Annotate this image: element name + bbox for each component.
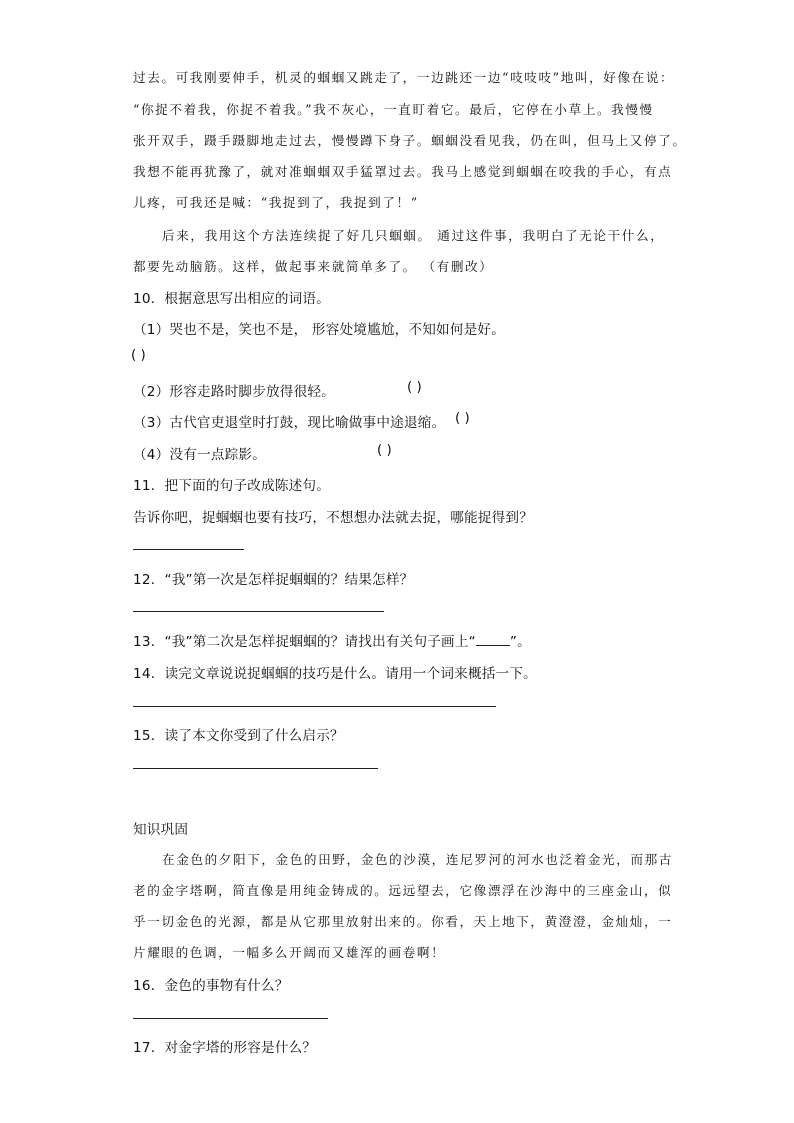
question-16-title: 16．金色的事物有什么？ (133, 978, 289, 994)
story-line: 我想不能再犹豫了，就对准蝈蝈双手猛罩过去。我马上感觉到蝈蝈在咬我的手心，有点 (133, 164, 673, 179)
answer-paren[interactable]: ( ) (131, 348, 146, 363)
question-10-title: 10．根据意思写出相应的词语。 (133, 291, 331, 307)
question-11-title: 11．把下面的句子改成陈述句。 (133, 478, 331, 494)
passage-line: 乎一切金色的光源，都是从它那里放射出来的。你看，天上地下，黄澄澄，金灿灿，一 (133, 914, 673, 929)
question-10-item-2: （2）形容走路时脚步放得很轻。 (133, 384, 335, 400)
question-13-title-a: 13．“我”第二次是怎样捉蝈蝈的？请找出有关句子画上“ (133, 634, 476, 650)
question-14-title: 14．读完文章说说捉蝈蝈的技巧是什么。请用一个词来概括一下。 (133, 666, 537, 682)
question-17-title: 17．对金字塔的形容是什么？ (133, 1040, 317, 1056)
answer-line[interactable] (133, 1018, 328, 1019)
story-line: 过去。可我刚要伸手，机灵的蝈蝈又跳走了，一边跳还一边“吱吱吱”地叫，好像在说： (133, 70, 675, 85)
answer-paren[interactable]: ( ) (455, 411, 470, 426)
answer-paren[interactable]: ( ) (377, 443, 392, 458)
question-15-title: 15．读了本文你受到了什么启示？ (133, 728, 344, 744)
story-line: 后来，我用这个方法连续捉了好几只蝈蝈。 通过这件事，我明白了无论干什么， (162, 228, 665, 243)
question-13-title (133, 630, 531, 650)
question-11-sentence: 告诉你吧，捉蝈蝈也要有技巧，不想想办法就去捉，哪能捉得到？ (133, 510, 534, 526)
story-line: 儿疼，可我还是喊：“我捉到了，我捉到了！” (133, 195, 419, 210)
question-13-title-b: ”。 (509, 634, 531, 650)
answer-line[interactable] (133, 706, 496, 707)
inline-blank[interactable] (476, 633, 510, 646)
question-10-item-4: （4）没有一点踪影。 (133, 447, 266, 463)
passage-line: 片耀眼的色调，一幅多么开阔而又雄浑的画卷啊！ (133, 945, 446, 960)
question-12-title: 12．“我”第一次是怎样捉蝈蝈的？结果怎样？ (133, 572, 414, 588)
section-heading: 知识巩固 (133, 822, 189, 838)
story-line: 张开双手，蹑手蹑脚地走过去，慢慢蹲下身子。蝈蝈没看见我，仍在叫，但马上又停了。 (133, 133, 687, 148)
story-line: 都要先动脑筋。这样，做起事来就简单多了。 （有删改） (133, 259, 494, 274)
answer-line[interactable] (133, 611, 384, 612)
answer-line[interactable] (133, 549, 244, 550)
passage-line: 老的金字塔啊，简直像是用纯金铸成的。远远望去，它像漂浮在沙海中的三座金山，似 (133, 883, 673, 898)
answer-line[interactable] (133, 768, 378, 769)
question-10-item-3: （3）古代官吏退堂时打鼓，现比喻做事中途退缩。 (133, 415, 446, 431)
answer-paren[interactable]: ( ) (407, 380, 422, 395)
story-line: “你捉不着我，你捉不着我。”我不灰心，一直盯着它。最后，它停在小草上。我慢慢 (133, 102, 654, 117)
question-10-item-1: （1）哭也不是，笑也不是， 形容处境尴尬，不知如何是好。 (133, 322, 506, 338)
passage-line: 在金色的夕阳下，金色的田野，金色的沙漠，连尼罗河的河水也泛着金光，而那古 (162, 852, 673, 867)
